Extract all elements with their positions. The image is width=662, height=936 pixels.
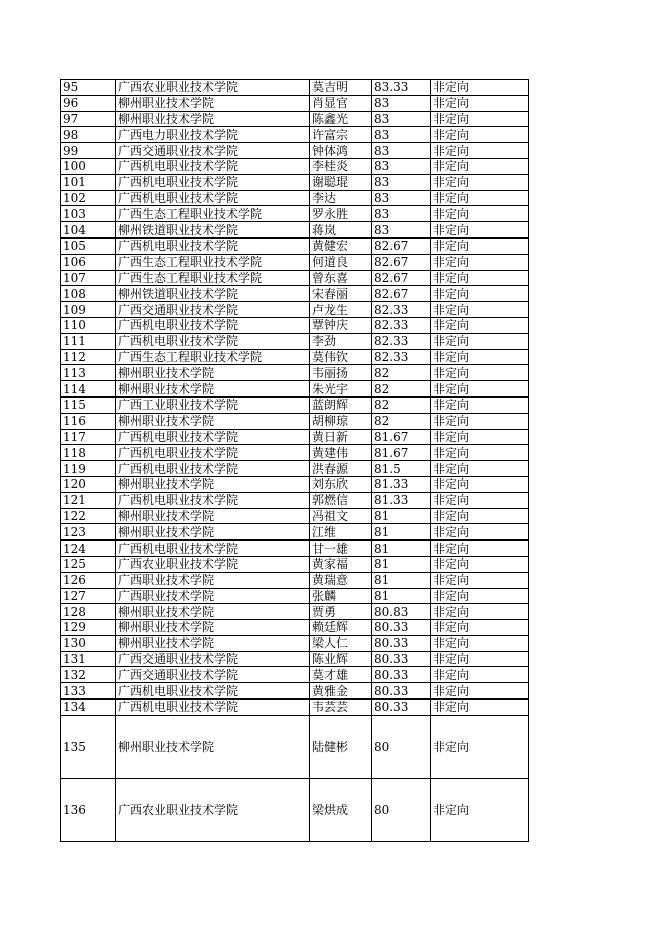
student-name-cell: 谢聪琨: [310, 174, 372, 190]
score-cell: 80.33: [372, 667, 431, 683]
student-name-cell: 贾勇: [310, 604, 372, 620]
student-name-cell: 胡柳琼: [310, 413, 372, 429]
rank-cell: 122: [61, 508, 116, 524]
score-cell: 81: [372, 540, 431, 556]
score-cell: 83: [372, 158, 431, 174]
table-row: [61, 572, 529, 588]
type-cell: 非定向: [431, 206, 529, 222]
student-name-cell: 朱光宇: [310, 381, 372, 397]
table-row: [61, 778, 529, 841]
school-cell: 广西机电职业技术学院: [116, 333, 310, 349]
type-cell: 非定向: [431, 683, 529, 699]
score-cell: 82.33: [372, 349, 431, 365]
school-cell: 广西农业职业技术学院: [116, 778, 310, 841]
rank-cell: 111: [61, 333, 116, 349]
score-cell: 83: [372, 206, 431, 222]
score-cell: 81.33: [372, 492, 431, 508]
table-row: [61, 620, 529, 636]
type-cell: 非定向: [431, 715, 529, 778]
table-row: [61, 190, 529, 206]
type-cell: 非定向: [431, 429, 529, 445]
score-cell: 81.67: [372, 429, 431, 445]
student-name-cell: 冯祖文: [310, 508, 372, 524]
score-cell: 82.67: [372, 286, 431, 302]
type-cell: 非定向: [431, 413, 529, 429]
score-cell: 82: [372, 397, 431, 413]
table-row: [61, 476, 529, 492]
score-cell: 83: [372, 95, 431, 111]
school-cell: 广西交通职业技术学院: [116, 651, 310, 667]
school-cell: 广西机电职业技术学院: [116, 461, 310, 477]
table-row: [61, 286, 529, 302]
student-name-cell: 蒋岚: [310, 222, 372, 238]
rank-cell: 127: [61, 588, 116, 604]
school-cell: 广西职业技术学院: [116, 572, 310, 588]
school-cell: 广西职业技术学院: [116, 588, 310, 604]
rank-cell: 131: [61, 651, 116, 667]
table-row: [61, 508, 529, 524]
school-cell: 广西生态工程职业技术学院: [116, 206, 310, 222]
type-cell: 非定向: [431, 174, 529, 190]
table-row: [61, 349, 529, 365]
score-cell: 83: [372, 111, 431, 127]
school-cell: 广西生态工程职业技术学院: [116, 270, 310, 286]
table-row: [61, 604, 529, 620]
school-cell: 广西农业职业技术学院: [116, 80, 310, 96]
score-cell: 80.83: [372, 604, 431, 620]
table-row: [61, 222, 529, 238]
table-row: [61, 333, 529, 349]
school-cell: 广西机电职业技术学院: [116, 492, 310, 508]
rank-cell: 132: [61, 667, 116, 683]
student-name-cell: 陈鑫光: [310, 111, 372, 127]
results-table: [60, 79, 529, 842]
table-row: [61, 413, 529, 429]
type-cell: 非定向: [431, 778, 529, 841]
school-cell: 柳州职业技术学院: [116, 524, 310, 540]
student-name-cell: 曾东喜: [310, 270, 372, 286]
rank-cell: 104: [61, 222, 116, 238]
type-cell: 非定向: [431, 508, 529, 524]
score-cell: 81.33: [372, 476, 431, 492]
rank-cell: 96: [61, 95, 116, 111]
type-cell: 非定向: [431, 572, 529, 588]
student-name-cell: 李桂炎: [310, 158, 372, 174]
table-row: [61, 254, 529, 270]
score-cell: 82.67: [372, 254, 431, 270]
type-cell: 非定向: [431, 254, 529, 270]
type-cell: 非定向: [431, 476, 529, 492]
score-cell: 80: [372, 778, 431, 841]
score-cell: 80.33: [372, 635, 431, 651]
score-cell: 82.33: [372, 317, 431, 333]
type-cell: 非定向: [431, 317, 529, 333]
rank-cell: 108: [61, 286, 116, 302]
school-cell: 柳州职业技术学院: [116, 95, 310, 111]
school-cell: 柳州职业技术学院: [116, 365, 310, 381]
student-name-cell: 甘一雄: [310, 540, 372, 556]
type-cell: 非定向: [431, 286, 529, 302]
type-cell: 非定向: [431, 667, 529, 683]
student-name-cell: 江维: [310, 524, 372, 540]
table-row: [61, 429, 529, 445]
student-name-cell: 李劲: [310, 333, 372, 349]
table-row: [61, 238, 529, 254]
student-name-cell: 罗永胜: [310, 206, 372, 222]
rank-cell: 103: [61, 206, 116, 222]
school-cell: 柳州职业技术学院: [116, 715, 310, 778]
rank-cell: 97: [61, 111, 116, 127]
school-cell: 柳州职业技术学院: [116, 620, 310, 636]
score-cell: 81: [372, 556, 431, 572]
rank-cell: 100: [61, 158, 116, 174]
type-cell: 非定向: [431, 302, 529, 318]
student-name-cell: 张麟: [310, 588, 372, 604]
table-row: [61, 667, 529, 683]
table-row: [61, 158, 529, 174]
score-cell: 80.33: [372, 683, 431, 699]
score-cell: 81: [372, 524, 431, 540]
rank-cell: 130: [61, 635, 116, 651]
student-name-cell: 何道良: [310, 254, 372, 270]
score-cell: 80.33: [372, 620, 431, 636]
rank-cell: 126: [61, 572, 116, 588]
score-cell: 80.33: [372, 699, 431, 715]
rank-cell: 110: [61, 317, 116, 333]
table-row: [61, 445, 529, 461]
school-cell: 广西机电职业技术学院: [116, 683, 310, 699]
table-row: [61, 174, 529, 190]
student-name-cell: 钟体鸿: [310, 143, 372, 159]
table-row: [61, 683, 529, 699]
rank-cell: 123: [61, 524, 116, 540]
table-row: [61, 111, 529, 127]
rank-cell: 112: [61, 349, 116, 365]
type-cell: 非定向: [431, 349, 529, 365]
rank-cell: 105: [61, 238, 116, 254]
type-cell: 非定向: [431, 190, 529, 206]
table-row: [61, 651, 529, 667]
type-cell: 非定向: [431, 238, 529, 254]
rank-cell: 119: [61, 461, 116, 477]
type-cell: 非定向: [431, 588, 529, 604]
rank-cell: 135: [61, 715, 116, 778]
rank-cell: 117: [61, 429, 116, 445]
rank-cell: 128: [61, 604, 116, 620]
student-name-cell: 韦芸芸: [310, 699, 372, 715]
score-cell: 81: [372, 508, 431, 524]
rank-cell: 114: [61, 381, 116, 397]
school-cell: 柳州职业技术学院: [116, 381, 310, 397]
rank-cell: 116: [61, 413, 116, 429]
type-cell: 非定向: [431, 699, 529, 715]
table-row: [61, 588, 529, 604]
student-name-cell: 黄健宏: [310, 238, 372, 254]
type-cell: 非定向: [431, 111, 529, 127]
rank-cell: 118: [61, 445, 116, 461]
school-cell: 广西农业职业技术学院: [116, 556, 310, 572]
score-cell: 80.33: [372, 651, 431, 667]
table-row: [61, 127, 529, 143]
student-name-cell: 黄建伟: [310, 445, 372, 461]
score-cell: 82.33: [372, 302, 431, 318]
type-cell: 非定向: [431, 635, 529, 651]
school-cell: 柳州铁道职业技术学院: [116, 222, 310, 238]
student-name-cell: 李达: [310, 190, 372, 206]
rank-cell: 120: [61, 476, 116, 492]
school-cell: 广西机电职业技术学院: [116, 190, 310, 206]
school-cell: 广西工业职业技术学院: [116, 397, 310, 413]
school-cell: 柳州职业技术学院: [116, 604, 310, 620]
student-name-cell: 赖廷辉: [310, 620, 372, 636]
school-cell: 广西生态工程职业技术学院: [116, 254, 310, 270]
rank-cell: 101: [61, 174, 116, 190]
school-cell: 广西生态工程职业技术学院: [116, 349, 310, 365]
type-cell: 非定向: [431, 270, 529, 286]
rank-cell: 134: [61, 699, 116, 715]
type-cell: 非定向: [431, 461, 529, 477]
score-cell: 81.5: [372, 461, 431, 477]
score-cell: 81.67: [372, 445, 431, 461]
school-cell: 广西机电职业技术学院: [116, 174, 310, 190]
student-name-cell: 蓝朗辉: [310, 397, 372, 413]
type-cell: 非定向: [431, 651, 529, 667]
student-name-cell: 郭燃信: [310, 492, 372, 508]
type-cell: 非定向: [431, 365, 529, 381]
rank-cell: 99: [61, 143, 116, 159]
student-name-cell: 覃钟庆: [310, 317, 372, 333]
rank-cell: 136: [61, 778, 116, 841]
table-row: [61, 524, 529, 540]
type-cell: 非定向: [431, 80, 529, 96]
student-name-cell: 莫伟钦: [310, 349, 372, 365]
table-row: [61, 715, 529, 778]
student-name-cell: 卢龙生: [310, 302, 372, 318]
results-table-body: [61, 80, 529, 842]
type-cell: 非定向: [431, 540, 529, 556]
table-row: [61, 143, 529, 159]
student-name-cell: 许富宗: [310, 127, 372, 143]
rank-cell: 133: [61, 683, 116, 699]
type-cell: 非定向: [431, 222, 529, 238]
table-row: [61, 365, 529, 381]
type-cell: 非定向: [431, 620, 529, 636]
school-cell: 广西交通职业技术学院: [116, 667, 310, 683]
rank-cell: 121: [61, 492, 116, 508]
student-name-cell: 陈业辉: [310, 651, 372, 667]
school-cell: 柳州职业技术学院: [116, 413, 310, 429]
score-cell: 83: [372, 143, 431, 159]
student-name-cell: 梁人仁: [310, 635, 372, 651]
school-cell: 柳州职业技术学院: [116, 111, 310, 127]
type-cell: 非定向: [431, 95, 529, 111]
student-name-cell: 陆健彬: [310, 715, 372, 778]
student-name-cell: 莫才雄: [310, 667, 372, 683]
score-cell: 83: [372, 127, 431, 143]
score-cell: 83.33: [372, 80, 431, 96]
rank-cell: 125: [61, 556, 116, 572]
table-row: [61, 492, 529, 508]
school-cell: 广西机电职业技术学院: [116, 445, 310, 461]
type-cell: 非定向: [431, 556, 529, 572]
student-name-cell: 刘东欣: [310, 476, 372, 492]
school-cell: 广西交通职业技术学院: [116, 302, 310, 318]
type-cell: 非定向: [431, 397, 529, 413]
table-row: [61, 635, 529, 651]
rank-cell: 129: [61, 620, 116, 636]
school-cell: 广西机电职业技术学院: [116, 158, 310, 174]
rank-cell: 109: [61, 302, 116, 318]
table-row: [61, 461, 529, 477]
rank-cell: 107: [61, 270, 116, 286]
student-name-cell: 黄家福: [310, 556, 372, 572]
school-cell: 广西机电职业技术学院: [116, 699, 310, 715]
school-cell: 广西机电职业技术学院: [116, 317, 310, 333]
student-name-cell: 宋春丽: [310, 286, 372, 302]
type-cell: 非定向: [431, 127, 529, 143]
student-name-cell: 黄雅金: [310, 683, 372, 699]
type-cell: 非定向: [431, 604, 529, 620]
table-row: [61, 317, 529, 333]
type-cell: 非定向: [431, 381, 529, 397]
rank-cell: 113: [61, 365, 116, 381]
score-cell: 82: [372, 413, 431, 429]
school-cell: 柳州职业技术学院: [116, 635, 310, 651]
student-name-cell: 洪春源: [310, 461, 372, 477]
score-cell: 81: [372, 588, 431, 604]
score-cell: 82.33: [372, 333, 431, 349]
score-cell: 82.67: [372, 270, 431, 286]
student-name-cell: 梁烘成: [310, 778, 372, 841]
rank-cell: 98: [61, 127, 116, 143]
school-cell: 广西交通职业技术学院: [116, 143, 310, 159]
score-cell: 80: [372, 715, 431, 778]
student-name-cell: 莫吉明: [310, 80, 372, 96]
student-name-cell: 黄瑞意: [310, 572, 372, 588]
type-cell: 非定向: [431, 143, 529, 159]
table-row: [61, 270, 529, 286]
type-cell: 非定向: [431, 492, 529, 508]
rank-cell: 115: [61, 397, 116, 413]
student-name-cell: 黄日新: [310, 429, 372, 445]
type-cell: 非定向: [431, 524, 529, 540]
table-row: [61, 397, 529, 413]
school-cell: 广西机电职业技术学院: [116, 540, 310, 556]
table-row: [61, 80, 529, 96]
type-cell: 非定向: [431, 445, 529, 461]
table-row: [61, 302, 529, 318]
table-row: [61, 540, 529, 556]
table-row: [61, 206, 529, 222]
rank-cell: 102: [61, 190, 116, 206]
school-cell: 广西机电职业技术学院: [116, 238, 310, 254]
school-cell: 柳州职业技术学院: [116, 476, 310, 492]
type-cell: 非定向: [431, 333, 529, 349]
rank-cell: 106: [61, 254, 116, 270]
table-row: [61, 699, 529, 715]
rank-cell: 124: [61, 540, 116, 556]
score-cell: 82.67: [372, 238, 431, 254]
score-cell: 83: [372, 222, 431, 238]
table-row: [61, 556, 529, 572]
score-cell: 83: [372, 190, 431, 206]
school-cell: 广西电力职业技术学院: [116, 127, 310, 143]
score-cell: 83: [372, 174, 431, 190]
student-name-cell: 肖显官: [310, 95, 372, 111]
score-cell: 82: [372, 381, 431, 397]
type-cell: 非定向: [431, 158, 529, 174]
school-cell: 广西机电职业技术学院: [116, 429, 310, 445]
score-cell: 82: [372, 365, 431, 381]
table-row: [61, 95, 529, 111]
school-cell: 柳州铁道职业技术学院: [116, 286, 310, 302]
student-name-cell: 韦丽扬: [310, 365, 372, 381]
rank-cell: 95: [61, 80, 116, 96]
table-row: [61, 381, 529, 397]
score-cell: 81: [372, 572, 431, 588]
school-cell: 柳州职业技术学院: [116, 508, 310, 524]
